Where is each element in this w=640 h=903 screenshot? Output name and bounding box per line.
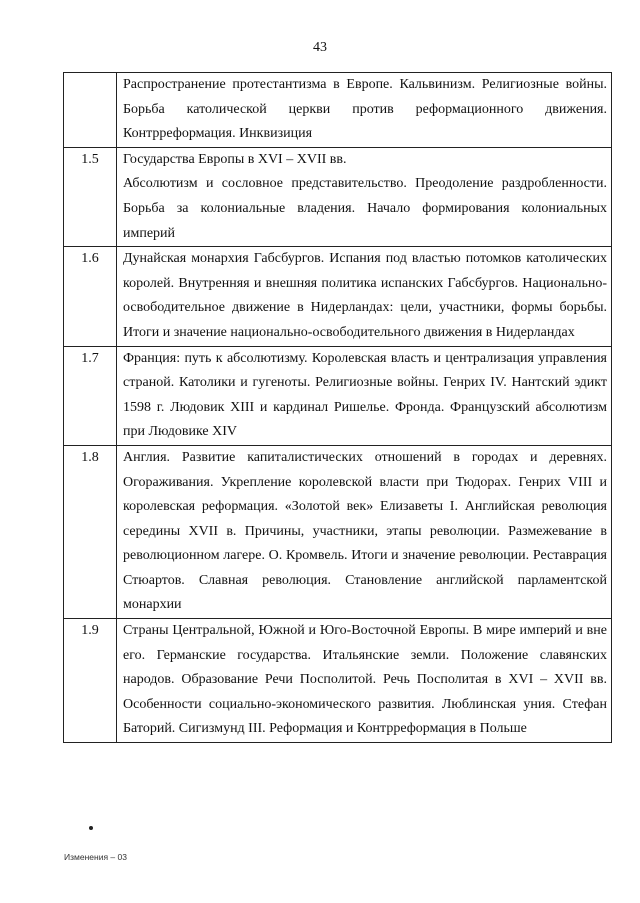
section-content (117, 73, 612, 148)
section-number: 1.6 (64, 247, 117, 346)
section-number: 1.7 (64, 346, 117, 445)
section-text: Дунайская монархия Габсбургов. Испания под властью потомков католических королей. Внутренняя и внешняя политика испанских Габсбургов. Национально-освободительное движение в Нидерландах: цели, участники, формы борьбы. Итоги и значение национально-освободительного движения в Нидерландах (123, 251, 607, 340)
section-content (117, 147, 612, 246)
table-row (64, 247, 612, 346)
section-number: 1.8 (64, 445, 117, 618)
table-row (64, 445, 612, 618)
table-row (64, 346, 612, 445)
section-number (64, 73, 117, 148)
page-number: 43 (313, 40, 327, 55)
syllabus-table (63, 72, 612, 743)
section-text: Франция: путь к абсолютизму. Королевская власть и централизация управления страной. Католики и гугеноты. Религиозные войны. Генрих IV. Нантский эдикт 1598 г. Людовик XIII и кардинал Ришелье. Фронда. Французский абсолютизм при Людовике XIV (123, 350, 607, 440)
section-text: Абсолютизм и сословное представительство. Преодоление раздробленности. Борьба за колониальные владения. Начало формирования колониальных империй (123, 176, 607, 241)
section-text: Распространение протестантизма в Европе. Кальвинизм. Религиозные войны. Борьба католической церкви против реформационного движения. Контрреформация. Инквизиция (123, 77, 607, 142)
section-number: 1.9 (64, 619, 117, 743)
section-content (117, 346, 612, 445)
section-text: Страны Центральной, Южной и Юго-Восточной Европы. В мире империй и вне его. Германские государства. Итальянские земли. Положение славянских народов. Образование Речи Посполитой. Речь Посполитая в XVI – XVII вв. Особенности социально-экономического развития. Люблинская уния. Стефан Баторий. Сигизмунд III. Реформация и Контрреформация в Польше (123, 623, 607, 737)
section-content (117, 619, 612, 743)
table-row (64, 619, 612, 743)
section-content (117, 445, 612, 618)
section-title: Государства Европы в XVI – XVII вв. (123, 151, 347, 167)
table-row (64, 73, 612, 148)
section-content (117, 247, 612, 346)
revision-footer: Изменения – 03 (64, 852, 127, 862)
section-text: Англия. Развитие капиталистических отношений в городах и деревнях. Огораживания. Укрепление королевской власти при Тюдорах. Генрих VIII и королевская реформация. «Золотой век» Елизаветы I. Английская революция середины XVII в. Причины, участники, этапы революции. Размежевание в революционном лагере. О. Кромвель. Итоги и значение революции. Реставрация Стюартов. Славная революция. Становление английской парламентской монархии (123, 449, 607, 613)
table-row (64, 147, 612, 246)
bullet-mark (89, 826, 93, 830)
section-number: 1.5 (64, 147, 117, 246)
